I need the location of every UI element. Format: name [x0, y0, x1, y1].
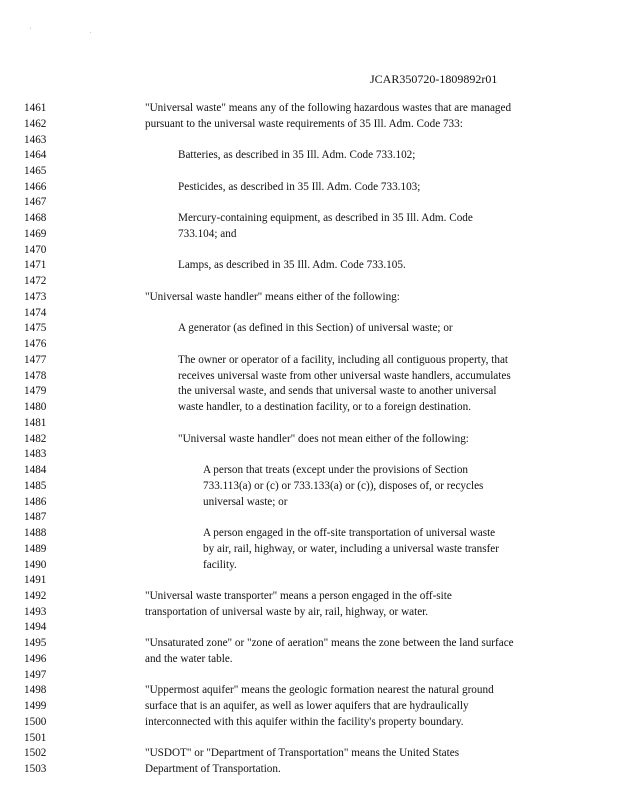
line-number: 1466: [24, 180, 47, 193]
line-row: [0, 431, 618, 447]
line-row: [0, 557, 618, 573]
line-row: [0, 194, 618, 210]
line-number: 1478: [24, 369, 47, 382]
line-row: [0, 116, 618, 132]
line-number: 1496: [24, 652, 47, 665]
line-text: Mercury-containing equipment, as described in 35 Ill. Adm. Code: [178, 212, 473, 225]
line-row: [0, 604, 618, 620]
line-number: 1479: [24, 385, 47, 398]
line-text: Batteries, as described in 35 Ill. Adm. Code 733.102;: [178, 149, 416, 162]
line-number: 1493: [24, 605, 47, 618]
line-number: 1499: [24, 700, 47, 713]
line-number: 1470: [24, 243, 47, 256]
line-row: [0, 352, 618, 368]
line-row: [0, 682, 618, 698]
line-number: 1502: [24, 747, 47, 760]
line-number: 1498: [24, 684, 47, 697]
line-number: 1461: [24, 102, 47, 114]
line-number: 1490: [24, 558, 47, 571]
line-row: [0, 320, 618, 336]
line-text: waste handler, to a destination facility, or to a foreign destination.: [178, 401, 472, 414]
line-text: receives universal waste from other universal waste handlers, accumulates: [178, 369, 511, 382]
line-text: transportation of universal waste by air, rail, highway, or water.: [145, 605, 429, 618]
line-number: 1467: [24, 196, 47, 209]
line-number: 1481: [24, 416, 47, 429]
line-number: 1500: [24, 715, 47, 728]
document-id: JCAR350720-1809892r01: [370, 72, 498, 86]
line-text: pursuant to the universal waste requirements of 35 Ill. Adm. Code 733:: [145, 117, 463, 130]
line-number: 1495: [24, 637, 47, 650]
line-row: [0, 305, 618, 321]
line-text: "Unsaturated zone" or "zone of aeration" means the zone between the land surface: [145, 637, 514, 650]
line-text: "Universal waste transporter" means a person engaged in the off-site: [145, 589, 452, 602]
line-row: [0, 509, 618, 525]
line-number: 1473: [24, 290, 47, 303]
line-text: A person that treats (except under the provisions of Section: [203, 464, 469, 476]
line-number: 1491: [24, 574, 47, 587]
line-row: [0, 242, 618, 258]
line-number: 1480: [24, 401, 47, 414]
line-number: 1477: [24, 353, 47, 366]
line-text: interconnected with this aquifer within the facility's property boundary.: [145, 715, 464, 728]
line-row: [0, 541, 618, 557]
line-row: [0, 588, 618, 604]
line-number: 1462: [24, 117, 47, 130]
line-text: "USDOT" or "Department of Transportation" means the United States: [145, 747, 460, 760]
line-row: [0, 572, 618, 588]
line-text: "Universal waste handler" means either of the following:: [145, 290, 400, 303]
line-text: surface that is an aquifer, as well as lower aquifers that are hydraulically: [145, 700, 469, 713]
line-row: [0, 761, 618, 777]
line-number: 1465: [24, 165, 47, 177]
line-text: 733.104; and: [178, 227, 237, 240]
line-row: [0, 273, 618, 289]
line-row: [0, 289, 618, 305]
line-row: [0, 226, 618, 242]
line-row: [0, 698, 618, 714]
line-row: [0, 494, 618, 510]
line-row: [0, 745, 618, 761]
line-text: universal waste; or: [203, 495, 288, 508]
line-row: [0, 415, 618, 431]
line-number: 1469: [24, 227, 47, 240]
line-row: [0, 179, 618, 195]
scan-specks: ' .: [30, 26, 120, 35]
line-row: [0, 667, 618, 683]
line-text: "Universal waste" means any of the following hazardous wastes that are managed: [145, 102, 512, 114]
line-number: 1463: [24, 133, 47, 146]
line-row: [0, 399, 618, 415]
line-text: 733.113(a) or (c) or 733.133(a) or (c)), disposes of, or recycles: [203, 479, 484, 492]
line-text: Pesticides, as described in 35 Ill. Adm. Code 733.103;: [178, 180, 421, 193]
line-number: 1486: [24, 495, 47, 508]
line-number: 1474: [24, 306, 47, 319]
line-number: 1489: [24, 542, 47, 555]
line-number: 1492: [24, 589, 47, 602]
line-text: and the water table.: [145, 652, 233, 665]
line-number: 1487: [24, 511, 47, 524]
line-text: "Uppermost aquifer" means the geologic formation nearest the natural ground: [145, 684, 494, 697]
line-text: "Universal waste handler" does not mean either of the following:: [178, 432, 469, 445]
line-number: 1475: [24, 322, 47, 335]
line-number: 1484: [24, 464, 47, 476]
line-row: [0, 336, 618, 352]
line-text: Lamps, as described in 35 Ill. Adm. Code 733.105.: [178, 259, 406, 272]
line-row: [0, 462, 618, 478]
line-text: the universal waste, and sends that universal waste to another universal: [178, 385, 497, 398]
line-row: [0, 100, 618, 116]
line-row: [0, 147, 618, 163]
line-text: Department of Transportation.: [145, 763, 281, 776]
line-text: facility.: [203, 558, 237, 571]
line-number: 1482: [24, 432, 47, 445]
line-number: 1497: [24, 668, 47, 681]
line-row: [0, 635, 618, 651]
line-number: 1476: [24, 338, 47, 351]
line-row: [0, 651, 618, 667]
line-row: [0, 525, 618, 541]
line-number: 1501: [24, 731, 47, 744]
line-text: by air, rail, highway, or water, including a universal waste transfer: [203, 542, 499, 555]
line-row: [0, 210, 618, 226]
line-row: [0, 730, 618, 746]
line-number: 1464: [24, 149, 47, 162]
line-row: [0, 257, 618, 273]
line-text: A person engaged in the off-site transportation of universal waste: [203, 527, 496, 539]
line-row: [0, 619, 618, 635]
line-number: 1485: [24, 479, 47, 492]
line-number: 1483: [24, 448, 47, 461]
line-number: 1488: [24, 527, 47, 539]
line-number: 1503: [24, 763, 47, 776]
line-row: [0, 446, 618, 462]
line-text: A generator (as defined in this Section) of universal waste; or: [178, 322, 453, 335]
line-row: [0, 714, 618, 730]
line-row: [0, 478, 618, 494]
line-number: 1494: [24, 621, 47, 634]
line-row: [0, 383, 618, 399]
line-number: 1471: [24, 259, 47, 272]
line-number: 1468: [24, 212, 47, 225]
line-row: [0, 132, 618, 148]
line-row: [0, 368, 618, 384]
line-number: 1472: [24, 275, 47, 288]
line-row: [0, 163, 618, 179]
line-text: The owner or operator of a facility, including all contiguous property, that: [178, 353, 509, 366]
